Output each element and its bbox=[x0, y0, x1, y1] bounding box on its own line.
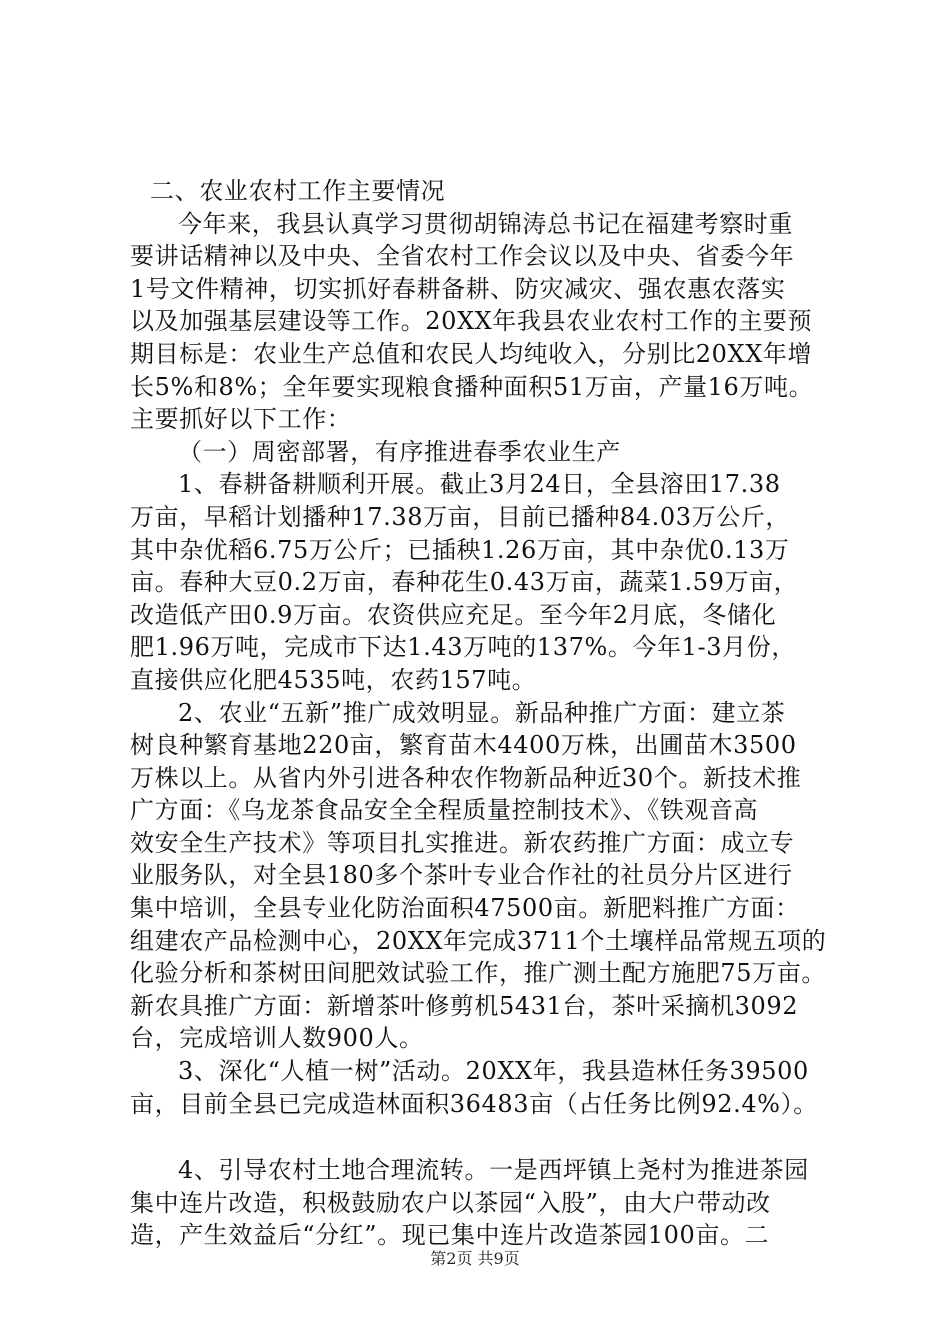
paragraph-line: 造，产生效益后“分红”。现已集中连片改造茶园100亩。二 bbox=[130, 1221, 770, 1250]
paragraph-line: 集中连片改造，积极鼓励农户以茶园“入股”，由大户带动改 bbox=[130, 1188, 771, 1217]
paragraph-line: 集中培训，全县专业化防治面积47500亩。新肥料推广方面： bbox=[130, 894, 800, 923]
paragraph-line: 1号文件精神，切实抓好春耕备耕、防灾减灾、强农惠农落实 bbox=[130, 274, 786, 303]
paragraph-line: 组建农产品检测中心，20XX年完成3711个土壤样品常规五项的 bbox=[130, 926, 827, 955]
document-body bbox=[130, 175, 840, 1252]
paragraph-line: 今年来，我县认真学习贯彻胡锦涛总书记在福建考察时重 bbox=[178, 209, 793, 238]
paragraph-line: 肥1.96万吨，完成市下达1.43万吨的137%。今年1-3月份， bbox=[130, 633, 796, 662]
paragraph-line: 以及加强基层建设等工作。20XX年我县农业农村工作的主要预 bbox=[130, 307, 813, 336]
paragraph-line: 3、深化“人植一树”活动。20XX年，我县造林任务39500 bbox=[178, 1057, 809, 1086]
page-number-footer: 第2页 共9页 bbox=[430, 1249, 520, 1268]
paragraph-line: 新农具推广方面：新增茶叶修剪机5431台，茶叶采摘机3092 bbox=[130, 991, 799, 1020]
paragraph-line: 要讲话精神以及中央、全省农村工作会议以及中央、省委今年 bbox=[130, 242, 795, 271]
paragraph-line: 树良种繁育基地220亩，繁育苗木4400万株，出圃苗木3500 bbox=[130, 731, 797, 760]
paragraph-line: 效安全生产技术》等项目扎实推进。新农药推广方面：成立专 bbox=[130, 828, 795, 857]
paragraph-line: 4、引导农村土地合理流转。一是西坪镇上尧村为推进茶园 bbox=[178, 1156, 809, 1185]
paragraph-line: 2、农业“五新”推广成效明显。新品种推广方面：建立茶 bbox=[178, 698, 786, 727]
paragraph-line: 其中杂优稻6.75万公斤；已插秧1.26万亩，其中杂优0.13万 bbox=[130, 535, 790, 564]
paragraph-line: 万株以上。从省内外引进各种农作物新品种近30个。新技术推 bbox=[130, 763, 802, 792]
paragraph-line: 长5%和8%；全年要实现粮食播种面积51万亩，产量16万吨。 bbox=[130, 372, 814, 401]
paragraph-line: 台，完成培训人数900人。 bbox=[130, 1024, 424, 1053]
paragraph-line: 化验分析和茶树田间肥效试验工作，推广测土配方施肥75万亩。 bbox=[130, 959, 826, 988]
paragraph-line: 亩，目前全县已完成造林面积36483亩（占任务比例92.4%）。 bbox=[130, 1089, 818, 1118]
paragraph-line: 1、春耕备耕顺利开展。截止3月24日，全县溶田17.38 bbox=[178, 470, 781, 499]
paragraph-line: 万亩，早稻计划播种17.38万亩，目前已播种84.03万公斤， bbox=[130, 502, 791, 531]
paragraph-gap bbox=[130, 1120, 840, 1154]
paragraph-line: 期目标是：农业生产总值和农民人均纯收入，分别比20XX年增 bbox=[130, 339, 813, 368]
paragraph-line: 直接供应化肥4535吨，农药157吨。 bbox=[130, 665, 537, 694]
paragraph-line: 改造低产田0.9万亩。农资供应充足。至今年2月底，冬储化 bbox=[130, 600, 777, 629]
paragraph-line: 业服务队，对全县180多个茶叶专业合作社的社员分片区进行 bbox=[130, 861, 793, 890]
paragraph-line: 亩。春种大豆0.2万亩，春种花生0.43万亩，蔬菜1.59万亩， bbox=[130, 568, 799, 597]
section-heading: 二、农业农村工作主要情况 bbox=[150, 177, 446, 205]
paragraph-line: 广方面：《乌龙茶食品安全全程质量控制技术》、《铁观音高 bbox=[130, 796, 759, 825]
subsection-heading: （一）周密部署，有序推进春季农业生产 bbox=[178, 437, 621, 466]
paragraph-line: 主要抓好以下工作： bbox=[130, 405, 352, 434]
